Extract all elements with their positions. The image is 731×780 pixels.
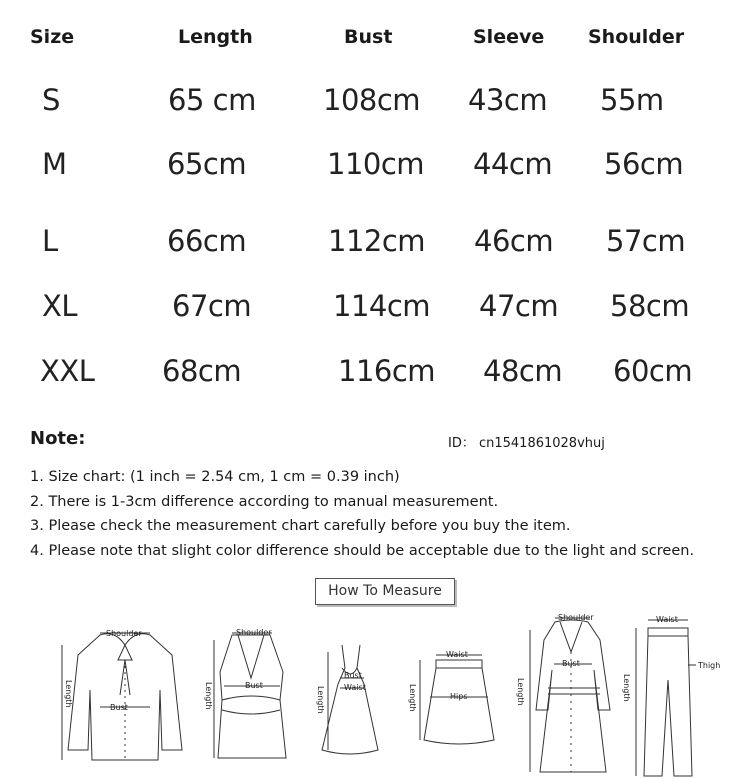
cell-length: 65 cm xyxy=(168,83,256,117)
label-length: Length xyxy=(516,678,525,706)
list-item: 1. Size chart: (1 inch = 2.54 cm, 1 cm = 0.39 inch) xyxy=(30,469,400,485)
list-item: 3. Please check the measurement chart carefully before you buy the item. xyxy=(30,518,571,534)
cell-size: XL xyxy=(42,289,78,323)
cell-length: 66cm xyxy=(167,224,247,258)
header-size: Size xyxy=(30,26,75,48)
label-bust: Bust xyxy=(344,671,362,680)
label-shoulder: Shoulder xyxy=(106,629,142,638)
cell-sleeve: 48cm xyxy=(483,354,563,388)
dress-figure xyxy=(322,645,378,754)
label-thigh: Thigh xyxy=(698,661,721,670)
cell-sleeve: 44cm xyxy=(473,147,553,181)
cell-sleeve: 46cm xyxy=(474,224,554,258)
cell-length: 67cm xyxy=(172,289,252,323)
header-bust: Bust xyxy=(344,26,393,48)
list-item: 4. Please note that slight color difference should be acceptable due to the light and screen. xyxy=(30,542,695,559)
label-waist: Waist xyxy=(446,650,468,659)
cell-length: 68cm xyxy=(162,354,242,388)
note-list xyxy=(30,465,694,563)
cell-shoulder: 57cm xyxy=(606,224,686,258)
label-waist: Waist xyxy=(656,615,678,624)
header-length: Length xyxy=(178,26,253,48)
vest-figure xyxy=(214,633,286,758)
cell-size: XXL xyxy=(40,354,95,388)
label-bust: Bust xyxy=(110,703,128,712)
header-sleeve: Sleeve xyxy=(473,26,545,48)
label-length: Length xyxy=(408,684,417,712)
coat-figure xyxy=(530,618,610,772)
cell-bust: 108cm xyxy=(323,83,421,117)
cell-sleeve: 43cm xyxy=(468,83,548,117)
pants-figure xyxy=(636,620,696,776)
blouse-figure xyxy=(62,633,182,760)
label-length: Length xyxy=(204,682,213,710)
cell-size: L xyxy=(42,224,58,258)
list-item: 2. There is 1-3cm difference according to manual measurement. xyxy=(30,493,499,510)
cell-shoulder: 56cm xyxy=(604,147,684,181)
note-title: Note: xyxy=(30,428,86,449)
how-to-measure-title: How To Measure xyxy=(315,578,455,605)
cell-bust: 116cm xyxy=(338,354,436,388)
label-shoulder: Shoulder xyxy=(558,613,594,622)
cell-bust: 110cm xyxy=(327,147,425,181)
cell-bust: 114cm xyxy=(333,289,431,323)
label-length: Length xyxy=(622,674,631,702)
cell-length: 65cm xyxy=(167,147,247,181)
cell-sleeve: 47cm xyxy=(479,289,559,323)
cell-shoulder: 58cm xyxy=(610,289,690,323)
label-hips: Hips xyxy=(450,692,468,701)
label-length: Length xyxy=(64,680,73,708)
cell-bust: 112cm xyxy=(328,224,426,258)
product-id: ID： cn1541861028vhuj xyxy=(448,436,605,451)
cell-shoulder: 55m xyxy=(600,83,664,117)
cell-shoulder: 60cm xyxy=(613,354,693,388)
measure-diagram xyxy=(0,600,731,780)
label-bust: Bust xyxy=(562,659,580,668)
label-waist: Waist xyxy=(344,683,366,692)
label-length: Length xyxy=(316,686,325,714)
label-bust: Bust xyxy=(245,681,263,690)
header-shoulder: Shoulder xyxy=(588,26,685,48)
label-shoulder: Shoulder xyxy=(236,628,272,637)
cell-size: S xyxy=(42,83,60,117)
cell-size: M xyxy=(42,147,67,181)
